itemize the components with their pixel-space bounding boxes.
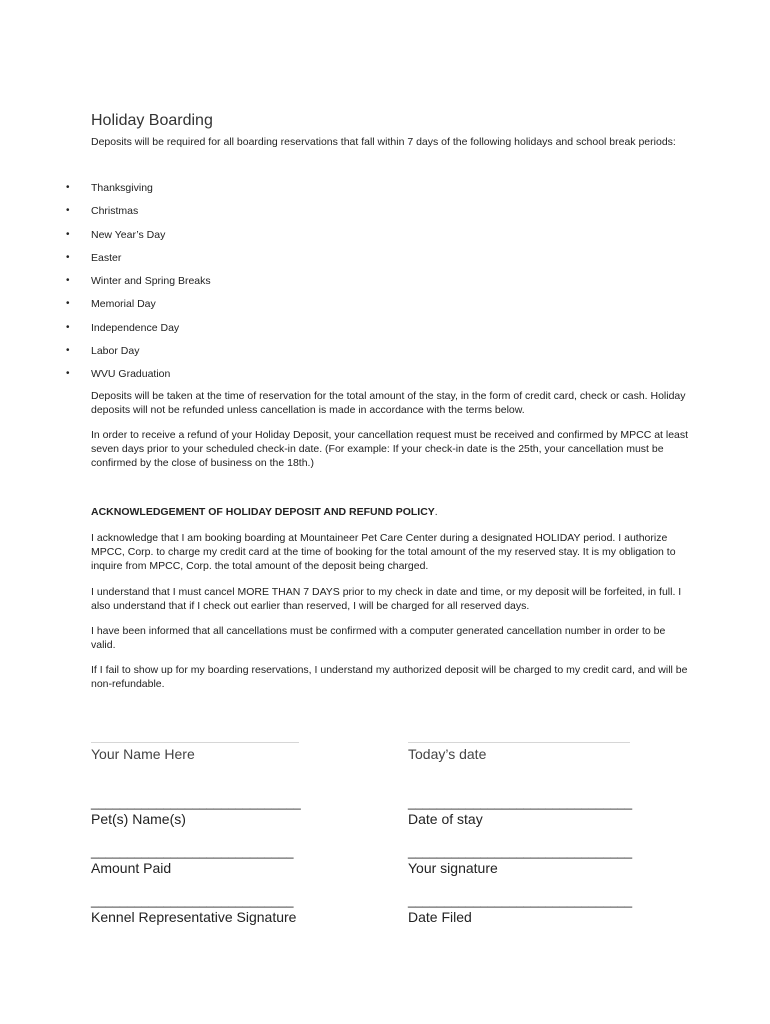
pets-name-underline[interactable]: _____________________________ — [91, 795, 301, 810]
holiday-label: Thanksgiving — [91, 182, 153, 194]
intro-paragraph: Deposits will be required for all boarding reservations that fall within 7 days of the following holidays and school break periods: — [91, 136, 676, 148]
bullet-icon: • — [66, 368, 70, 379]
date-filed-underline[interactable]: _______________________________ — [408, 893, 633, 908]
your-signature-underline[interactable]: _______________________________ — [408, 844, 633, 859]
pets-name-field[interactable] — [91, 796, 301, 828]
kennel-signature-label: Kennel Representative Signature — [91, 909, 297, 925]
kennel-signature-field[interactable] — [91, 894, 296, 926]
acknowledgement-heading — [91, 506, 438, 518]
deposit-policy-paragraph: Deposits will be taken at the time of reservation for the total amount of the stay, in the form of credit card, check or cash. Holiday deposits will not be refunded unless cancellation is made in accordance with the terms below. — [91, 390, 686, 416]
your-name-field[interactable] — [91, 742, 299, 763]
your-signature-field[interactable] — [408, 845, 632, 877]
page-title: Holiday Boarding — [91, 112, 213, 129]
amount-paid-field[interactable] — [91, 845, 293, 877]
pets-name-label: Pet(s) Name(s) — [91, 811, 186, 827]
bullet-icon: • — [66, 321, 70, 333]
acknowledgement-paragraph: I understand that I must cancel MORE THAN 7 DAYS prior to my check in date and time, or my deposit will be forfeited, in full. I also understand that if I check out earlier than reserved, I will be charged for all reserved days. — [91, 586, 682, 612]
bullet-icon: • — [66, 275, 70, 286]
date-of-stay-label: Date of stay — [408, 811, 483, 827]
holiday-label: Memorial Day — [91, 298, 156, 311]
name-underline — [91, 742, 299, 743]
bullet-icon: • — [66, 251, 70, 263]
holiday-label: Easter — [91, 251, 122, 264]
your-name-label[interactable]: Your Name Here — [91, 746, 195, 762]
bullet-icon: • — [66, 228, 70, 240]
bullet-icon: • — [66, 298, 70, 310]
bullet-icon: • — [66, 344, 70, 356]
bullet-icon: • — [66, 205, 70, 217]
holiday-label: Labor Day — [91, 344, 140, 357]
acknowledgement-heading-text: ACKNOWLEDGEMENT OF HOLIDAY DEPOSIT AND REFUND POLICY — [91, 506, 435, 518]
date-underline — [408, 742, 630, 743]
acknowledgement-heading-period: . — [434, 506, 438, 518]
amount-paid-underline[interactable]: ____________________________ — [91, 844, 294, 859]
bullet-icon: • — [66, 182, 70, 193]
acknowledgement-paragraph: If I fail to show up for my boarding reservations, I understand my authorized deposit will be charged to my credit card, and will be non-refundable. — [91, 664, 688, 690]
holiday-label: Christmas — [91, 205, 139, 218]
todays-date-field[interactable] — [408, 742, 630, 763]
date-of-stay-field[interactable] — [408, 796, 632, 828]
holiday-label: WVU Graduation — [91, 368, 171, 380]
todays-date-label[interactable]: Today’s date — [408, 746, 487, 762]
refund-policy-paragraph: In order to receive a refund of your Holiday Deposit, your cancellation request must be received and confirmed by MPCC at least seven days prior to your scheduled check-in date. (For example: If your check-in date is the 25th, your cancellation must be confirmed by the close of business on the 18th.) — [91, 429, 689, 469]
date-filed-label: Date Filed — [408, 909, 472, 925]
amount-paid-label: Amount Paid — [91, 860, 172, 876]
holiday-label: Winter and Spring Breaks — [91, 275, 211, 287]
acknowledgement-paragraph: I acknowledge that I am booking boarding at Mountaineer Pet Care Center during a designated HOLIDAY period. I authorize MPCC, Corp. to charge my credit card at the time of booking for the total amount of the my reserved stay. It is my obligation to inquire from MPCC, Corp. the total amount of the deposit being charged. — [91, 532, 676, 572]
acknowledgement-paragraph: I have been informed that all cancellations must be confirmed with a computer generated cancellation number in order to be valid. — [91, 625, 666, 651]
holiday-label: New Year’s Day — [91, 228, 166, 241]
date-filed-field[interactable] — [408, 894, 632, 926]
date-of-stay-underline[interactable]: _______________________________ — [408, 795, 633, 810]
kennel-signature-underline[interactable]: ____________________________ — [91, 893, 294, 908]
holiday-label: Independence Day — [91, 321, 180, 334]
your-signature-label: Your signature — [408, 860, 498, 876]
